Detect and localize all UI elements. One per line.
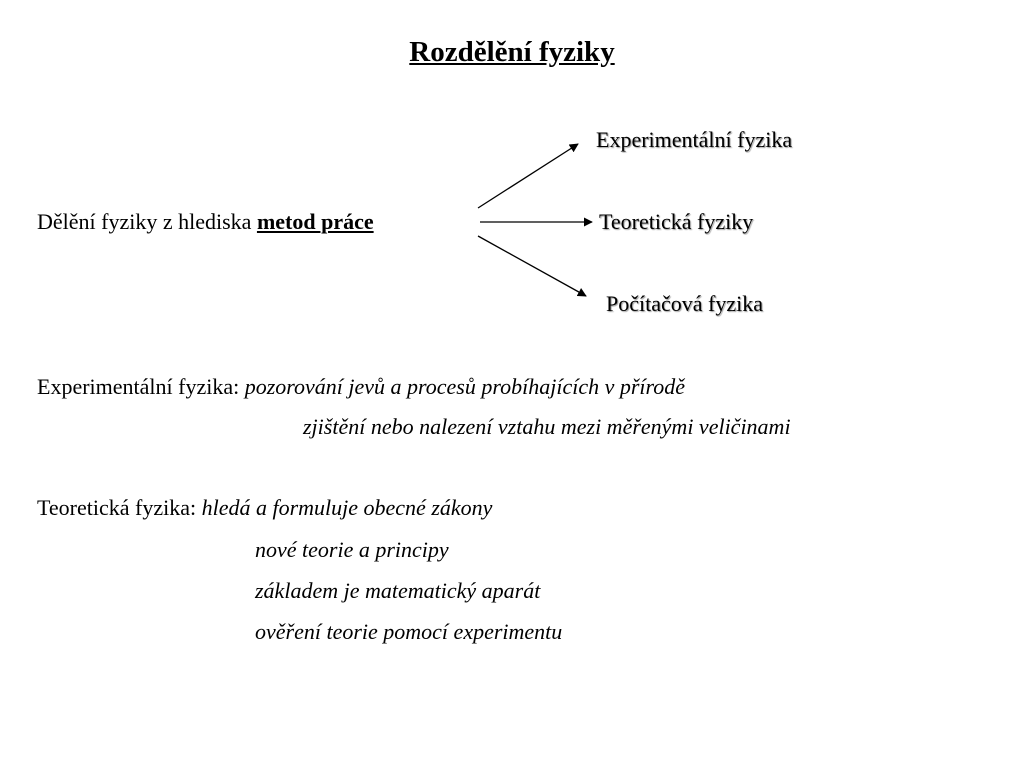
division-prefix: Dělění fyziky z hlediska: [37, 209, 257, 234]
division-emphasis: metod práce: [256, 209, 374, 234]
theoretical-item: ověření teorie pomocí experimentu: [255, 619, 563, 644]
experimental-line-1: [37, 374, 685, 400]
experimental-item: pozorování jevů a procesů probíhajících v přírodě: [244, 374, 686, 399]
theoretical-line-1: [37, 495, 492, 521]
page-title: Rozdělění fyziky: [409, 36, 615, 68]
theoretical-item: hledá a formuluje obecné zákony: [201, 495, 493, 520]
branch-experimental: Experimentální fyzika: [596, 127, 793, 152]
theoretical-label: Teoretická fyzika:: [37, 495, 202, 520]
experimental-item: zjištění nebo nalezení vztahu mezi měřenými veličinami: [303, 414, 791, 439]
theoretical-item: základem je matematický aparát: [255, 578, 541, 603]
experimental-label: Experimentální fyzika:: [37, 374, 245, 399]
branch-theoretical: Teoretická fyziky: [599, 209, 754, 234]
theoretical-item: nové teorie a principy: [255, 537, 449, 562]
arrow-computational: [478, 236, 586, 296]
arrow-experimental: [478, 144, 578, 208]
branch-computational: Počítačová fyzika: [606, 291, 763, 316]
